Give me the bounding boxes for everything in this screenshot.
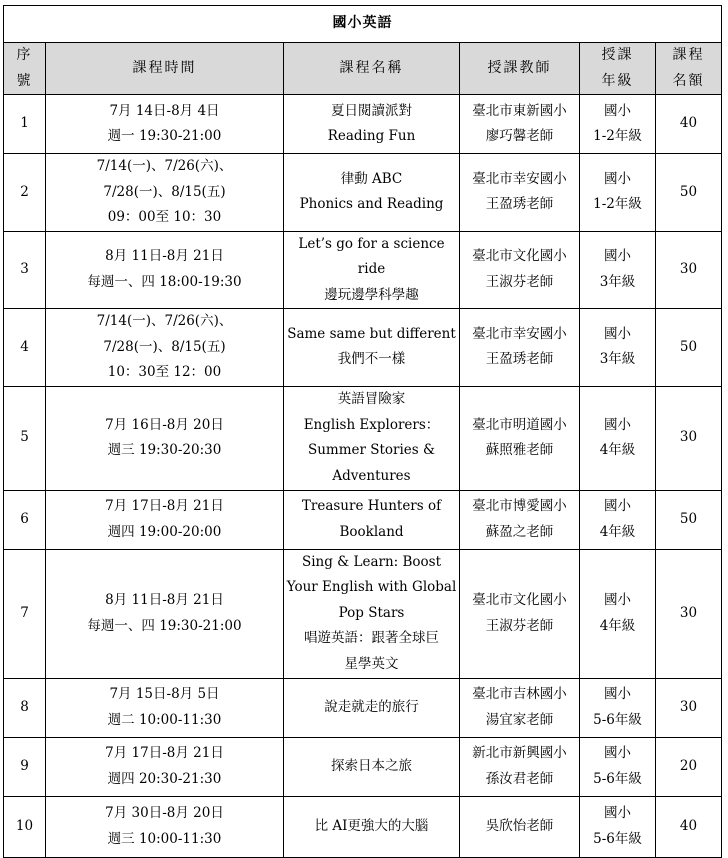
course-teacher-line: 臺北市文化國小 <box>472 248 567 265</box>
course-name <box>284 154 460 232</box>
course-quota: 30 <box>656 678 722 737</box>
course-name-line: 律動 ABC <box>340 170 403 187</box>
course-table-container <box>3 5 722 858</box>
course-time-line: 每週一、四 18:00-19:30 <box>87 273 242 290</box>
course-time-line: 週二 10:00-11:30 <box>107 711 222 728</box>
course-name <box>284 678 460 737</box>
course-grade-line: 5-6年級 <box>593 830 642 847</box>
course-teacher-line: 臺北市博愛國小 <box>472 498 567 514</box>
course-name-line: 邊玩邊學科學趣 <box>324 286 419 303</box>
course-time <box>46 309 284 387</box>
course-teacher <box>460 796 580 857</box>
table-row <box>4 386 722 490</box>
course-teacher <box>460 309 580 387</box>
course-no: 4 <box>4 309 46 387</box>
course-no: 1 <box>4 95 46 154</box>
header-no <box>4 43 46 95</box>
course-time-line: 7/14(一)、7/26(六)、 <box>96 313 233 329</box>
course-quota: 40 <box>656 796 722 857</box>
course-name-line: English Explorers： <box>303 416 440 433</box>
course-teacher-line: 臺北市東新國小 <box>472 102 567 119</box>
course-grade-line: 國小 <box>604 416 631 433</box>
course-teacher-line: 蘇盈之老師 <box>485 523 554 540</box>
course-teacher-line: 吳欣怡老師 <box>485 817 554 834</box>
course-name-line: 說走就走的旅行 <box>324 698 419 715</box>
course-teacher <box>460 231 580 309</box>
course-name-line: Your English with Global <box>286 579 457 596</box>
header-grade-line2: 年級 <box>601 72 634 89</box>
course-time <box>46 95 284 154</box>
course-teacher <box>460 154 580 232</box>
header-time: 課程時間 <box>46 43 284 95</box>
course-teacher-line: 臺北市吉林國小 <box>472 686 567 702</box>
course-grade-line: 5-6年級 <box>593 770 642 787</box>
course-grade-line: 3年級 <box>599 351 636 368</box>
course-name <box>284 796 460 857</box>
course-grade-line: 3年級 <box>599 273 636 290</box>
course-name-line: Sing & Learn: Boost <box>301 553 442 570</box>
course-name-line: 我們不一樣 <box>337 351 406 368</box>
course-time <box>46 737 284 796</box>
course-grade-line: 5-6年級 <box>593 711 642 728</box>
course-name <box>284 549 460 678</box>
course-time-line: 7/28(一)、8/15(五) <box>103 183 226 200</box>
course-no: 7 <box>4 549 46 678</box>
course-grade-line: 國小 <box>604 745 631 761</box>
course-name-line: 探索日本之旅 <box>331 757 412 774</box>
course-grade-line: 國小 <box>604 686 631 702</box>
course-time-line: 週三 10:00-11:30 <box>107 830 222 847</box>
header-grade-line1: 授課 <box>601 47 634 63</box>
course-table <box>3 5 722 858</box>
course-quota: 50 <box>656 490 722 549</box>
course-no: 6 <box>4 490 46 549</box>
course-name-line: Phonics and Reading <box>299 196 444 213</box>
course-grade-line: 國小 <box>604 170 631 187</box>
table-row <box>4 796 722 857</box>
course-teacher <box>460 549 580 678</box>
course-no: 2 <box>4 154 46 232</box>
table-row <box>4 309 722 387</box>
course-name-line: Reading Fun <box>327 128 416 144</box>
table-row <box>4 95 722 154</box>
course-teacher-line: 臺北市明道國小 <box>472 416 567 433</box>
table-row <box>4 549 722 678</box>
course-name-line: 比 AI更強大的大腦 <box>314 817 429 834</box>
course-time <box>46 549 284 678</box>
course-quota: 30 <box>656 231 722 309</box>
course-time-line: 7月 15日-8月 5日 <box>109 686 220 702</box>
course-no: 5 <box>4 386 46 490</box>
course-teacher <box>460 386 580 490</box>
course-time <box>46 154 284 232</box>
course-name <box>284 309 460 387</box>
course-time-line: 7月 16日-8月 20日 <box>105 416 224 433</box>
course-time <box>46 386 284 490</box>
course-time <box>46 678 284 737</box>
course-teacher-line: 臺北市幸安國小 <box>472 170 567 187</box>
course-name-line: Let’s go for a science ride <box>298 235 445 277</box>
course-teacher-line: 蘇照雅老師 <box>485 442 554 458</box>
course-no: 10 <box>4 796 46 857</box>
course-time <box>46 490 284 549</box>
course-name <box>284 231 460 309</box>
table-row <box>4 231 722 309</box>
course-teacher-line: 新北市新興國小 <box>472 745 567 761</box>
course-grade-line: 國小 <box>604 498 631 514</box>
course-time-line: 週三 19:30-20:30 <box>107 442 222 458</box>
course-teacher-line: 孫汝君老師 <box>485 770 554 787</box>
course-quota: 30 <box>656 386 722 490</box>
course-time <box>46 796 284 857</box>
course-teacher <box>460 95 580 154</box>
header-no-line1: 序 <box>16 47 33 63</box>
course-grade <box>580 796 656 857</box>
header-quota-line2: 名額 <box>672 72 705 89</box>
course-teacher-line: 王淑芬老師 <box>485 273 554 290</box>
course-name-line: Treasure Hunters of <box>301 498 442 514</box>
course-time-line: 週一 19:30-21:00 <box>107 128 222 144</box>
course-time-line: 10：30至 12：00 <box>107 364 222 380</box>
course-grade <box>580 737 656 796</box>
header-teacher: 授課教師 <box>460 43 580 95</box>
course-grade-line: 4年級 <box>599 442 636 458</box>
table-row <box>4 737 722 796</box>
course-no: 8 <box>4 678 46 737</box>
course-name-line: Bookland <box>339 523 404 540</box>
table-body <box>4 95 722 858</box>
course-grade <box>580 549 656 678</box>
course-name-line: 夏日閱讀派對 <box>331 102 412 119</box>
course-name-line: 英語冒險家 <box>337 391 406 407</box>
course-name <box>284 386 460 490</box>
course-teacher <box>460 678 580 737</box>
course-grade-line: 國小 <box>604 592 631 608</box>
course-time-line: 7/28(一)、8/15(五) <box>103 338 226 355</box>
course-teacher-line: 湯宜家老師 <box>485 711 554 728</box>
header-row <box>4 43 722 95</box>
course-time-line: 8月 11日-8月 21日 <box>105 248 224 265</box>
course-time-line: 7月 17日-8月 21日 <box>105 745 224 761</box>
course-grade <box>580 386 656 490</box>
table-row <box>4 490 722 549</box>
course-time-line: 7/14(一)、7/26(六)、 <box>96 158 233 174</box>
course-time <box>46 231 284 309</box>
course-grade-line: 1-2年級 <box>593 196 642 213</box>
course-grade-line: 4年級 <box>599 523 636 540</box>
course-time-line: 7月 30日-8月 20日 <box>105 805 224 821</box>
course-time-line: 09：00至 10：30 <box>107 209 222 225</box>
course-teacher-line: 廖巧馨老師 <box>485 128 554 144</box>
course-name-line: Pop Stars <box>338 604 405 621</box>
course-teacher <box>460 490 580 549</box>
course-name-line: Adventures <box>332 467 411 484</box>
course-name <box>284 737 460 796</box>
header-quota-line1: 課程 <box>672 47 705 63</box>
course-name-line: Summer Stories & <box>307 442 436 458</box>
course-grade <box>580 231 656 309</box>
header-no-line2: 號 <box>16 72 33 89</box>
course-name <box>284 490 460 549</box>
header-name: 課程名稱 <box>284 43 460 95</box>
course-time-line: 週四 19:00-20:00 <box>107 523 222 540</box>
course-time-line: 7月 17日-8月 21日 <box>105 498 224 514</box>
course-name-line: 星學英文 <box>344 655 399 672</box>
course-grade <box>580 678 656 737</box>
course-grade-line: 1-2年級 <box>593 128 642 144</box>
header-grade <box>580 43 656 95</box>
course-teacher-line: 臺北市幸安國小 <box>472 325 567 342</box>
course-grade <box>580 95 656 154</box>
course-grade-line: 國小 <box>604 805 631 821</box>
course-time-line: 7月 14日-8月 4日 <box>109 102 220 119</box>
table-row <box>4 154 722 232</box>
header-quota <box>656 43 722 95</box>
course-grade <box>580 154 656 232</box>
course-quota: 50 <box>656 154 722 232</box>
table-title: 國小英語 <box>4 6 722 43</box>
course-name <box>284 95 460 154</box>
course-grade-line: 國小 <box>604 102 631 119</box>
course-teacher <box>460 737 580 796</box>
course-no: 9 <box>4 737 46 796</box>
course-grade-line: 國小 <box>604 325 631 342</box>
course-quota: 30 <box>656 549 722 678</box>
course-quota: 20 <box>656 737 722 796</box>
course-quota: 40 <box>656 95 722 154</box>
course-grade-line: 國小 <box>604 248 631 265</box>
course-no: 3 <box>4 231 46 309</box>
course-grade <box>580 309 656 387</box>
course-grade-line: 4年級 <box>599 617 636 634</box>
course-teacher-line: 王盈琇老師 <box>485 196 554 213</box>
course-time-line: 8月 11日-8月 21日 <box>105 592 224 608</box>
course-name-line: 唱遊英語：跟著全球巨 <box>304 630 439 647</box>
course-teacher-line: 王盈琇老師 <box>485 351 554 368</box>
table-row <box>4 678 722 737</box>
course-time-line: 每週一、四 19:30-21:00 <box>87 617 242 634</box>
course-name-line: Same same but different <box>287 325 456 342</box>
course-teacher-line: 臺北市文化國小 <box>472 592 567 608</box>
course-time-line: 週四 20:30-21:30 <box>107 770 222 787</box>
course-grade <box>580 490 656 549</box>
course-quota: 50 <box>656 309 722 387</box>
course-teacher-line: 王淑芬老師 <box>485 617 554 634</box>
